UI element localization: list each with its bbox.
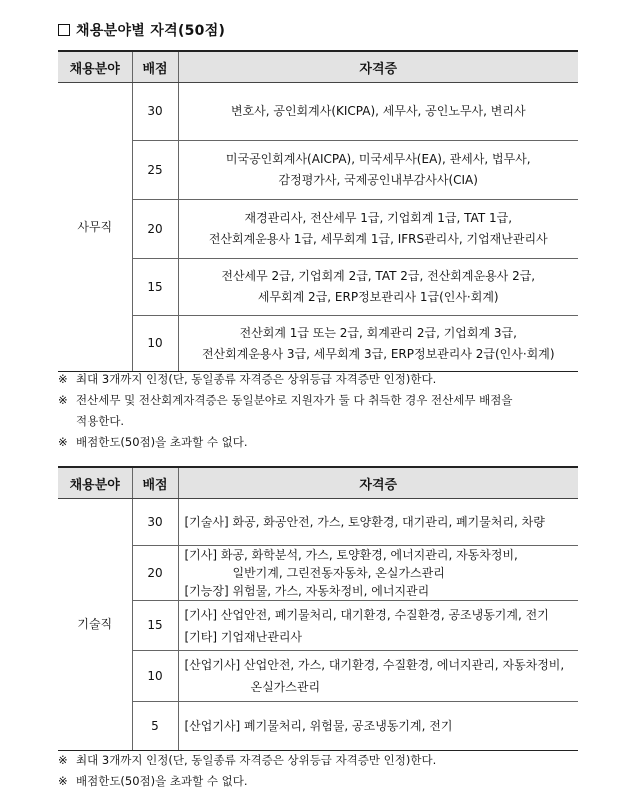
checkbox-square-icon	[58, 24, 70, 36]
certificates-cell: 전산회계 1급 또는 2급, 회계관리 2급, 기업회계 3급, 전산회계운용사 3급, 세무회계 3급, ERP정보관리사 2급(인사·회계)	[178, 316, 578, 372]
header-score: 배점	[132, 51, 178, 83]
score-cell: 20	[132, 546, 178, 601]
header-field: 채용분야	[58, 467, 132, 499]
field-cell: 사무직	[58, 83, 132, 372]
certificates-cell: [기사] 산업안전, 폐기물처리, 대기환경, 수질환경, 공조냉동기계, 전기 [기타] 기업재난관리사	[178, 601, 578, 651]
header-certificates: 자격증	[178, 467, 578, 499]
score-cell: 15	[132, 601, 178, 651]
certificates-cell: 미국공인회계사(AICPA), 미국세무사(EA), 관세사, 법무사, 감정평가사, 국제공인내부감사사(CIA)	[178, 141, 578, 200]
note-item: ※ 배점한도(50점)을 초과할 수 없다.	[58, 774, 248, 788]
table-row	[58, 141, 578, 200]
score-cell: 25	[132, 141, 178, 200]
score-cell: 15	[132, 259, 178, 316]
header-score: 배점	[132, 467, 178, 499]
note-item: ※ 전산세무 및 전산회계자격증은 동일분야로 지원자가 둘 다 취득한 경우 전산세무 배점을 적용한다.	[58, 393, 513, 428]
technical-qualification-table	[58, 466, 578, 751]
table-row	[58, 499, 578, 546]
header-field: 채용분야	[58, 51, 132, 83]
table-row	[58, 259, 578, 316]
table-row	[58, 651, 578, 702]
notes-technical	[58, 750, 578, 792]
table-row	[58, 83, 578, 141]
note-item: ※ 최대 3개까지 인정(단, 동일종류 자격증은 상위등급 자격증만 인정)한다.	[58, 753, 437, 767]
score-cell: 10	[132, 316, 178, 372]
score-cell: 5	[132, 702, 178, 751]
field-cell: 기술직	[58, 499, 132, 751]
score-cell: 10	[132, 651, 178, 702]
certificates-cell: [산업기사] 산업안전, 가스, 대기환경, 수질환경, 에너지관리, 자동차정비, 온실가스관리	[178, 651, 578, 702]
table-row	[58, 546, 578, 601]
certificates-cell: [기술사] 화공, 화공안전, 가스, 토양환경, 대기관리, 폐기물처리, 차량	[178, 499, 578, 546]
certificates-cell: [산업기사] 폐기물처리, 위험물, 공조냉동기계, 전기	[178, 702, 578, 751]
section-heading-text: 채용분야별 자격(50점)	[76, 23, 226, 39]
note-item: ※ 최대 3개까지 인정(단, 동일종류 자격증은 상위등급 자격증만 인정)한다.	[58, 372, 437, 386]
table-row	[58, 200, 578, 259]
table-row	[58, 316, 578, 372]
note-item: ※ 배점한도(50점)을 초과할 수 없다.	[58, 435, 248, 449]
table-row	[58, 601, 578, 651]
certificates-cell: [기사] 화공, 화학분석, 가스, 토양환경, 에너지관리, 자동차정비, 일반기계, 그린전동자동차, 온실가스관리 [기능장] 위험물, 가스, 자동차정비, 에너지관리	[178, 546, 578, 601]
notes-office	[58, 369, 578, 453]
certificates-cell: 변호사, 공인회계사(KICPA), 세무사, 공인노무사, 변리사	[178, 83, 578, 141]
score-cell: 30	[132, 83, 178, 141]
score-cell: 30	[132, 499, 178, 546]
header-certificates: 자격증	[178, 51, 578, 83]
certificates-cell: 재경관리사, 전산세무 1급, 기업회계 1급, TAT 1급, 전산회계운용사 1급, 세무회계 1급, IFRS관리사, 기업재난관리사	[178, 200, 578, 259]
office-qualification-table	[58, 50, 578, 372]
table-row	[58, 702, 578, 751]
score-cell: 20	[132, 200, 178, 259]
certificates-cell: 전산세무 2급, 기업회계 2급, TAT 2급, 전산회계운용사 2급, 세무회계 2급, ERP정보관리사 1급(인사·회계)	[178, 259, 578, 316]
section-heading	[58, 20, 225, 40]
